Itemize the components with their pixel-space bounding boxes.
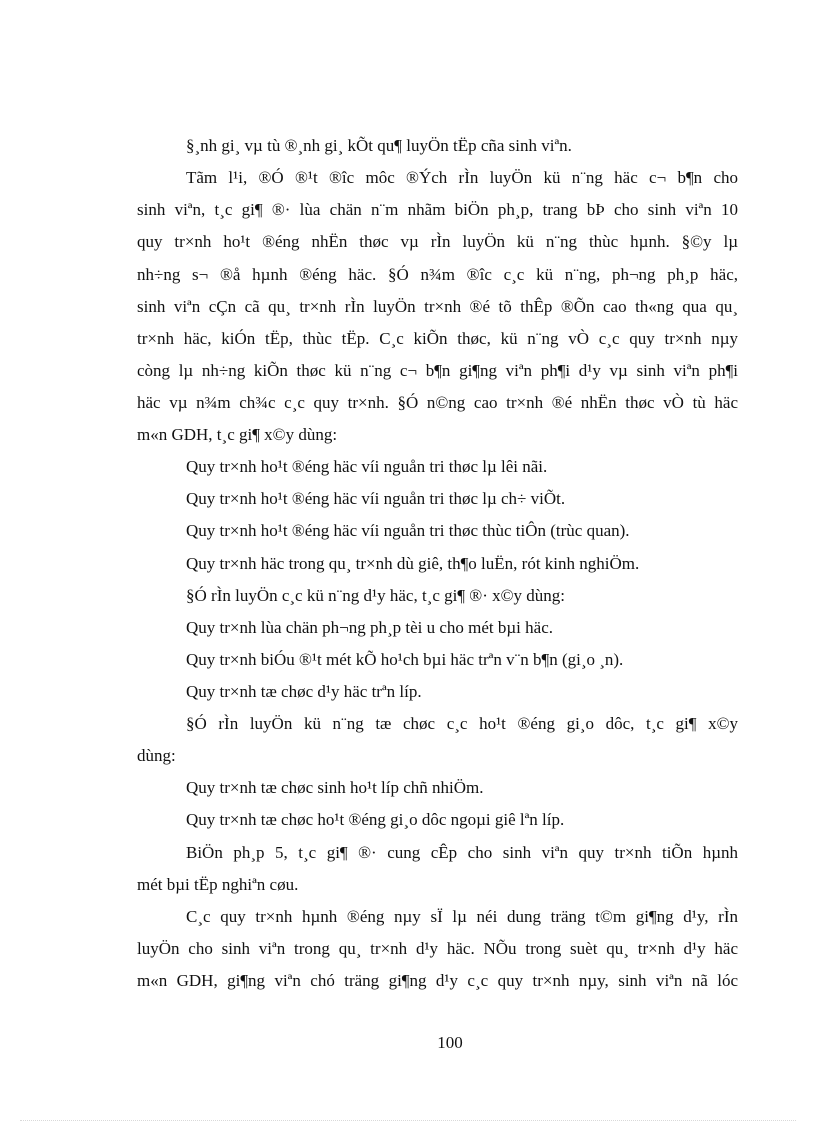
list-item: Quy tr×nh lùa chän ph¬ng ph¸p tèi u cho mét bµi häc. [186, 618, 553, 637]
paragraph-line: m«n GDH, t¸c gi¶ x©y dùng: [137, 425, 338, 444]
page-number: 100 [437, 1033, 463, 1052]
paragraph-line: BiÖn ph¸p 5, t¸c gi¶ ®· cung cÊp cho sinh viªn quy tr×nh tiÕn hµnh [186, 843, 738, 862]
paragraph-line: häc vµ n¾m ch¾c c¸c quy tr×nh. §Ó n©ng cao tr×nh ®é nhËn thøc vÒ tù häc [137, 393, 738, 412]
paragraph-line: dùng: [137, 746, 176, 765]
paragraph-line: §¸nh gi¸ vµ tù ®¸nh gi¸ kÕt qu¶ luyÖn tËp cña sinh viªn. [186, 136, 572, 155]
paragraph-line: C¸c quy tr×nh hµnh ®éng nµy sÏ lµ néi dung träng t©m gi¶ng d¹y, rÌn [186, 907, 738, 926]
list-item: Quy tr×nh tæ chøc ho¹t ®éng gi¸o dôc ngoµi giê lªn líp. [186, 810, 565, 829]
paragraph-line: còng lµ nh÷ng kiÕn thøc kü n¨ng c¬ b¶n gi¶ng viªn ph¶i d¹y vµ sinh viªn ph¶i [137, 361, 738, 380]
list-item: Quy tr×nh häc trong qu¸ tr×nh dù giê, th¶o luËn, rót kinh nghiÖm. [186, 554, 640, 573]
paragraph-line: §Ó rÌn luyÖn kü n¨ng tæ chøc c¸c ho¹t ®éng gi¸o dôc, t¸c gi¶ x©y [186, 714, 738, 733]
paragraph-line: mét bµi tËp nghiªn cøu. [137, 875, 299, 894]
list-item: Quy tr×nh tæ chøc sinh ho¹t líp chñ nhiÖm. [186, 778, 484, 797]
paragraph-line: m«n GDH, gi¶ng viªn chó träng gi¶ng d¹y c¸c quy tr×nh nµy, sinh viªn nã lóc [137, 971, 738, 990]
paragraph-line: tr×nh häc, kiÓn tËp, thùc tËp. C¸c kiÕn thøc, kü n¨ng vÒ c¸c quy tr×nh nµy [137, 329, 738, 348]
paragraph-line: §Ó rÌn luyÖn c¸c kü n¨ng d¹y häc, t¸c gi¶ ®· x©y dùng: [186, 586, 566, 605]
list-item: Quy tr×nh ho¹t ®éng häc víi nguån tri thøc thùc tiÔn (trùc quan). [186, 521, 630, 540]
list-item: Quy tr×nh ho¹t ®éng häc víi nguån tri thøc lµ ch÷ viÕt. [186, 489, 566, 508]
paragraph-line: luyÖn cho sinh viªn trong qu¸ tr×nh d¹y häc. NÕu trong suèt qu¸ tr×nh d¹y häc [137, 939, 738, 958]
paragraph-line: sinh viªn cÇn cã qu¸ tr×nh rÌn luyÖn tr×nh ®é tõ thÊp ®Õn cao th«ng qua qu¸ [137, 297, 738, 316]
list-item: Quy tr×nh tæ chøc d¹y häc trªn líp. [186, 682, 422, 701]
page-bottom-rule [20, 1120, 796, 1121]
paragraph-line: nh÷ng s¬ ®å hµnh ®éng häc. §Ó n¾m ®îc c¸c kü n¨ng, ph¬ng ph¸p häc, [137, 265, 738, 284]
list-item: Quy tr×nh ho¹t ®éng häc víi nguån tri thøc lµ lêi nãi. [186, 457, 548, 476]
paragraph-line: sinh viªn, t¸c gi¶ ®· lùa chän n¨m nhãm biÖn ph¸p, trang bÞ cho sinh viªn 10 [137, 200, 738, 219]
paragraph-line: Tãm l¹i, ®Ó ®¹t ®îc môc ®Ých rÌn luyÖn kü n¨ng häc c¬ b¶n cho [186, 168, 738, 187]
list-item: Quy tr×nh biÓu ®¹t mét kÕ ho¹ch bµi häc trªn v¨n b¶n (gi¸o ¸n). [186, 650, 624, 669]
paragraph-line: quy tr×nh ho¹t ®éng nhËn thøc vµ rÌn luyÖn kü n¨ng thùc hµnh. §©y lµ [137, 232, 738, 251]
